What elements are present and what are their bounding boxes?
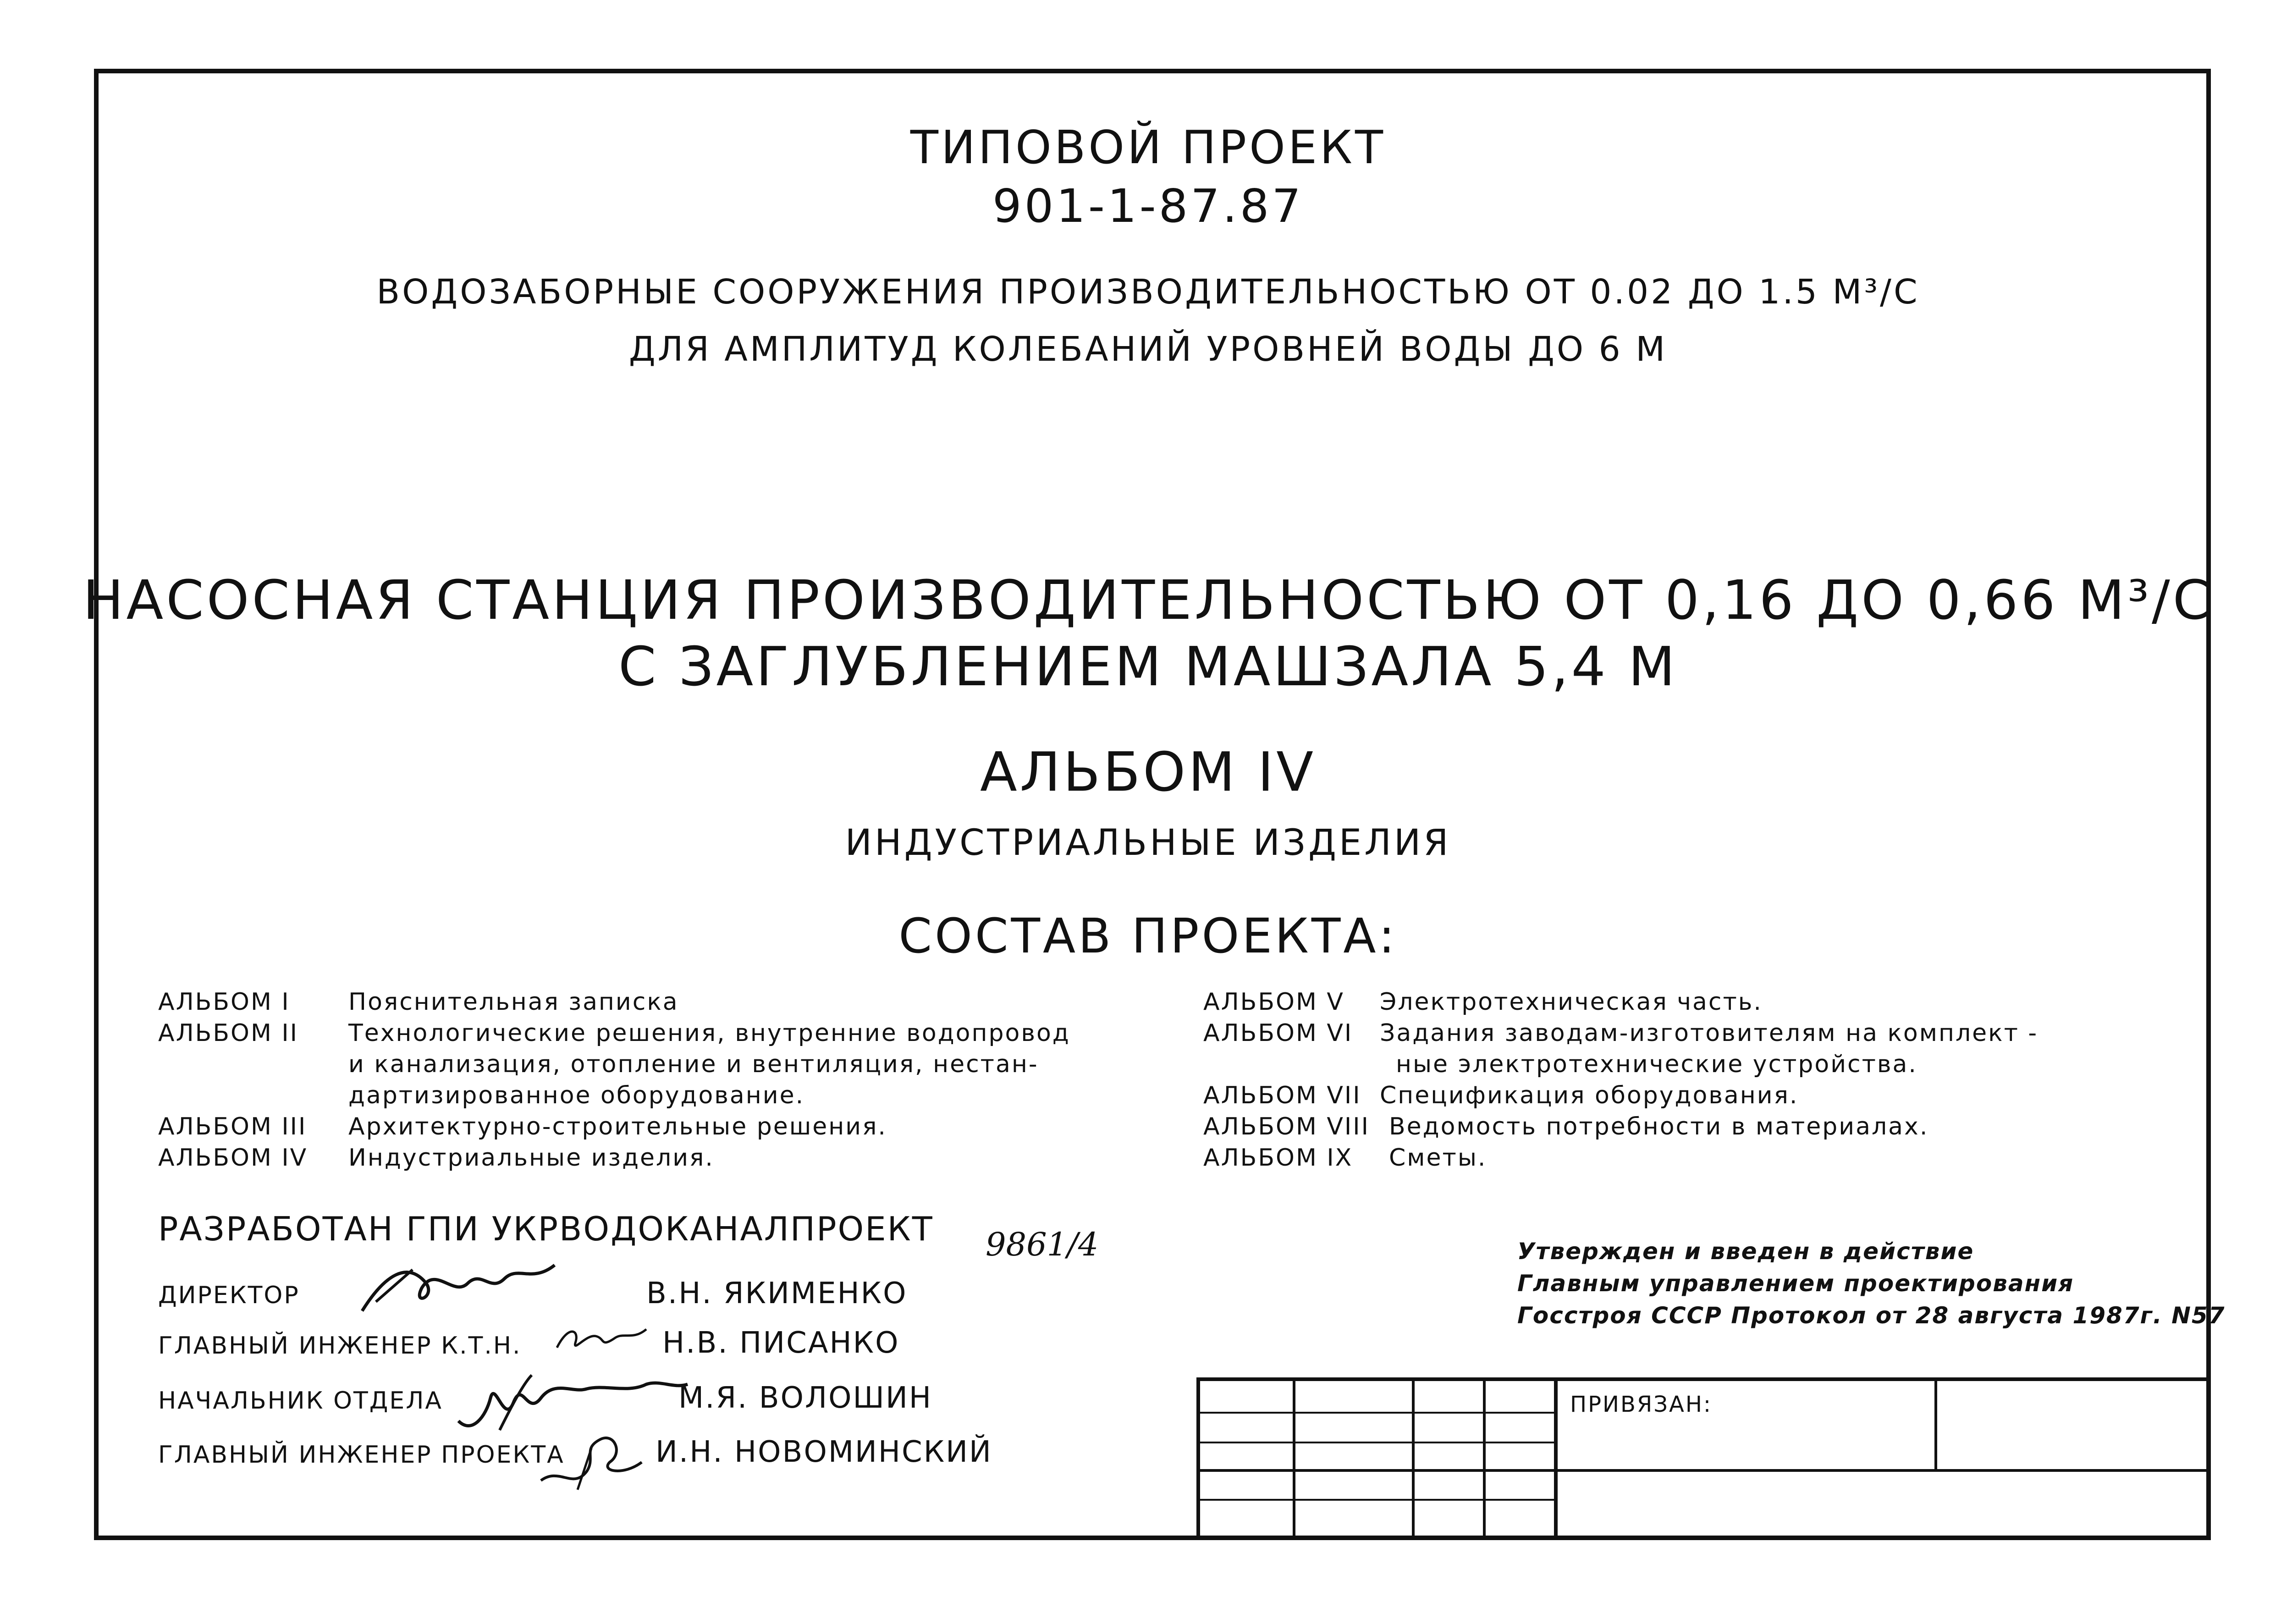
main-title-line1: НАСОСНАЯ СТАНЦИЯ ПРОИЗВОДИТЕЛЬНОСТЬЮ ОТ 0,16 ДО 0,66 М³/С	[83, 568, 2214, 632]
name-department-head: М.Я. ВОЛОШИН	[678, 1381, 932, 1415]
stamp-column-divider	[1412, 1377, 1415, 1536]
album-description: Архитектурно-строительные решения.	[348, 1113, 887, 1140]
document-code: 9861/4	[986, 1226, 1099, 1263]
stamp-top-border	[1196, 1377, 2206, 1381]
bound-label: ПРИВЯЗАН:	[1570, 1392, 1713, 1417]
album-description: Электротехническая часть.	[1380, 988, 1763, 1016]
album-label: АЛЬБОМ V	[1203, 988, 1344, 1016]
stamp-column-divider	[1483, 1377, 1486, 1536]
stamp-row-divider	[1196, 1442, 1554, 1443]
album-description: Ведомость потребности в материалах.	[1389, 1113, 1929, 1140]
chief-engineer-signature	[555, 1316, 660, 1357]
project-type-title: ТИПОВОЙ ПРОЕКТ	[910, 121, 1386, 174]
stamp-column-divider	[1293, 1377, 1295, 1536]
name-chief-engineer: Н.В. ПИСАНКО	[662, 1326, 900, 1360]
approval-line3: Госстроя СССР Протокол от 28 августа 1987г. N57	[1517, 1302, 2226, 1329]
album-label: АЛЬБОМ IV	[158, 1144, 308, 1172]
role-director: ДИРЕКТОР	[158, 1282, 300, 1309]
approval-line1: Утвержден и введен в действие	[1517, 1238, 1974, 1265]
project-subtitle-line1: ВОДОЗАБОРНЫЕ СООРУЖЕНИЯ ПРОИЗВОДИТЕЛЬНОСТЬЮ ОТ 0.02 ДО 1.5 М³/С	[376, 272, 1920, 312]
album-description: Пояснительная записка	[348, 988, 679, 1016]
album-description: Технологические решения, внутренние водопровод	[348, 1019, 1070, 1047]
album-label: АЛЬБОМ I	[158, 988, 290, 1016]
album-description: ные электротехнические устройства.	[1396, 1051, 1917, 1078]
stamp-column-divider	[1554, 1377, 1558, 1536]
role-chief-project-engineer: ГЛАВНЫЙ ИНЖЕНЕР ПРОЕКТА	[158, 1441, 565, 1469]
album-description: дартизированное оборудование.	[348, 1082, 805, 1109]
album-description: Задания заводам-изготовителям на комплект -	[1380, 1019, 2039, 1047]
composition-heading: СОСТАВ ПРОЕКТА:	[898, 908, 1398, 964]
album-description: Индустриальные изделия.	[348, 1144, 714, 1172]
album-description: Спецификация оборудования.	[1380, 1082, 1799, 1109]
name-director: В.Н. ЯКИМЕНКО	[646, 1277, 908, 1310]
album-label: АЛЬБОМ VIII	[1203, 1113, 1370, 1140]
stamp-row-divider	[1196, 1412, 1554, 1414]
role-chief-engineer: ГЛАВНЫЙ ИНЖЕНЕР К.Т.Н.	[158, 1332, 522, 1360]
album-label: АЛЬБОМ VII	[1203, 1082, 1361, 1109]
album-label: АЛЬБОМ II	[158, 1019, 299, 1047]
project-number: 901-1-87.87	[992, 179, 1304, 233]
album-number: АЛЬБОМ IV	[980, 740, 1317, 804]
album-description: и канализация, отопление и вентиляция, нестан-	[348, 1051, 1039, 1078]
stamp-column-divider	[1934, 1377, 1937, 1469]
stamp-left-border	[1196, 1377, 1200, 1536]
album-label: АЛЬБОМ IX	[1203, 1144, 1353, 1172]
role-department-head: НАЧАЛЬНИК ОТДЕЛА	[158, 1387, 443, 1415]
stamp-row-divider	[1196, 1499, 1554, 1501]
project-subtitle-line2: ДЛЯ АМПЛИТУД КОЛЕБАНИЙ УРОВНЕЙ ВОДЫ ДО 6 М	[628, 330, 1668, 369]
name-chief-project-engineer: И.Н. НОВОМИНСКИЙ	[656, 1435, 992, 1469]
director-signature	[358, 1256, 559, 1320]
album-label: АЛЬБОМ VI	[1203, 1019, 1353, 1047]
developer-organization: РАЗРАБОТАН ГПИ УКРВОДОКАНАЛПРОЕКТ	[158, 1210, 934, 1248]
album-label: АЛЬБОМ III	[158, 1113, 307, 1140]
album-description: Сметы.	[1389, 1144, 1487, 1172]
chief-project-engineer-signature	[536, 1421, 656, 1499]
main-title-line2: С ЗАГЛУБЛЕНИЕМ МАШЗАЛА 5,4 М	[618, 635, 1678, 698]
album-title: ИНДУСТРИАЛЬНЫЕ ИЗДЕЛИЯ	[845, 822, 1451, 864]
stamp-row-divider	[1196, 1469, 2206, 1472]
approval-line2: Главным управлением проектирования	[1517, 1270, 2074, 1297]
